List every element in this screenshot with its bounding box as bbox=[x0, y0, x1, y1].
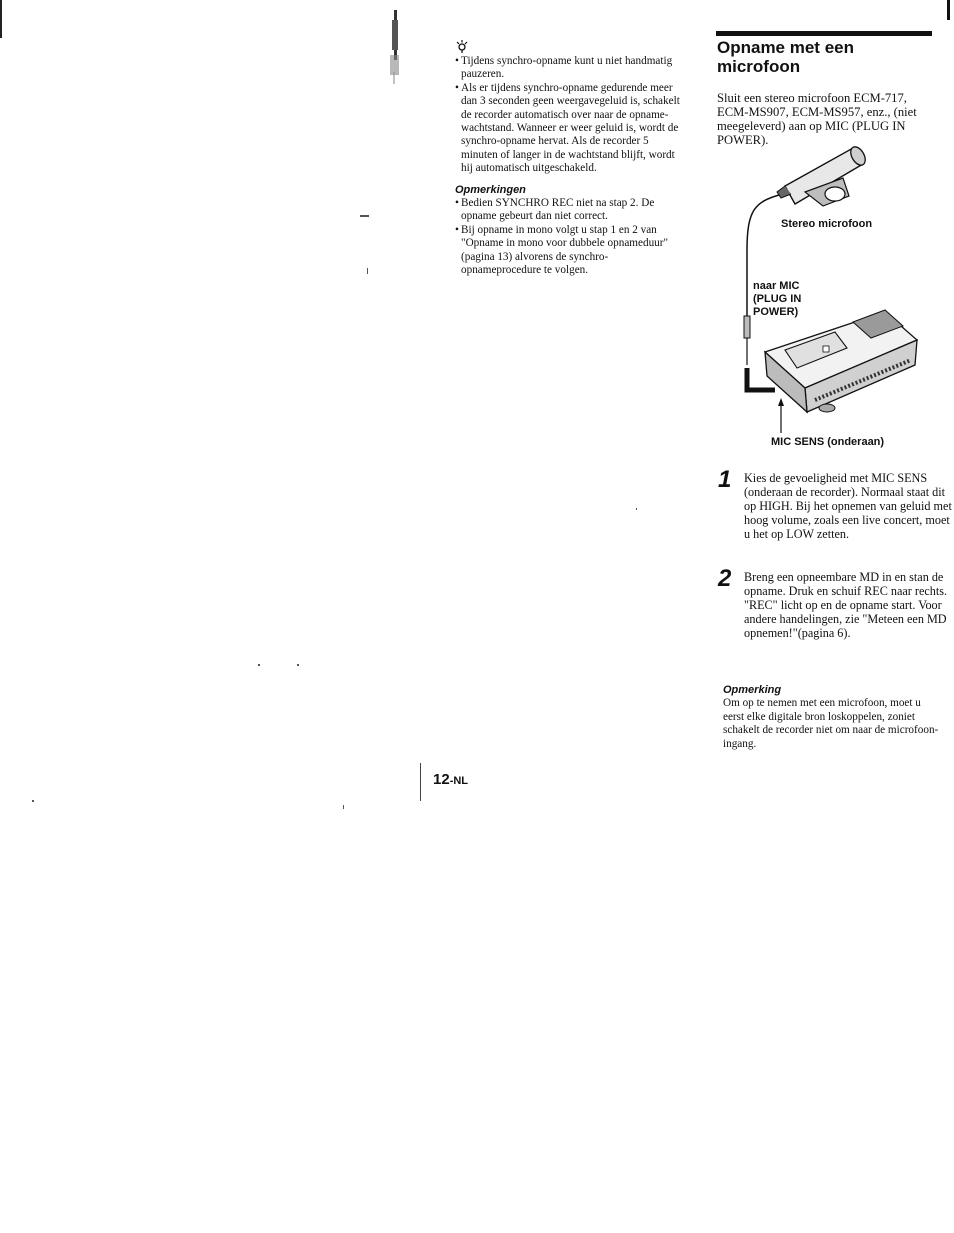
scan-speck bbox=[32, 800, 34, 802]
page-number bbox=[433, 771, 468, 788]
page-number-rule bbox=[420, 763, 421, 801]
notes-heading: Opmerkingen bbox=[455, 183, 526, 196]
scan-speck bbox=[360, 215, 369, 217]
section-intro: Sluit een stereo microfoon ECM-717, ECM-MS907, ECM-MS957, enz., (niet meegeleverd) aan op MIC (PLUG IN POWER). bbox=[717, 91, 917, 147]
step-text: Breng een opneembare MD in en stan de opname. Druk en schuif REC naar rechts. "REC" licht op en de opname start. Voor andere handelingen, zie "Meteen een MD opnemen!"(pagina 6). bbox=[744, 570, 948, 640]
page-number-value: 12 bbox=[433, 771, 450, 788]
scan-noise bbox=[386, 10, 402, 85]
label-mic-sens: MIC SENS (onderaan) bbox=[771, 436, 885, 448]
scan-margin-mark bbox=[0, 0, 2, 38]
note-heading: Opmerking bbox=[723, 684, 782, 696]
section-rule bbox=[716, 31, 932, 36]
md-recorder-drawing bbox=[765, 310, 917, 412]
tips-block bbox=[455, 40, 680, 278]
section-title: Opname met een microfoon bbox=[717, 38, 854, 76]
note-item: • Bij opname in mono volgt u stap 1 en 2 van "Opname in mono voor dubbele opnameduur" (pagina 13) alvorens de synchro-opnameprocedure te volgen. bbox=[455, 224, 680, 278]
note-text: Om op te nemen met een microfoon, moet u eerst elke digitale bron loskoppelen, zoniet schakelt de recorder niet om naar de microfoon-ingang. bbox=[723, 697, 939, 750]
scan-speck bbox=[367, 268, 368, 274]
label-stereo-microphone: Stereo microfoon bbox=[781, 218, 873, 230]
page-number-suffix: -NL bbox=[449, 775, 469, 787]
scan-speck bbox=[297, 664, 299, 666]
step-text: Kies de gevoeligheid met MIC SENS (onderaan de recorder). Normaal staat dit op HIGH. Bij het opnemen van geluid met hoog volume, zoals een live concert, moet u het op LOW zetten. bbox=[744, 471, 952, 541]
scan-speck bbox=[258, 664, 260, 666]
tip-item: • Tijdens synchro-opname kunt u niet handmatig pauzeren. bbox=[455, 55, 680, 82]
step-number: 1 bbox=[718, 466, 732, 493]
stereo-microphone-drawing bbox=[777, 144, 868, 206]
page-edge-mark bbox=[947, 0, 950, 20]
scan-speck bbox=[343, 805, 344, 809]
tip-item: • Als er tijdens synchro-opname gedurende meer dan 3 seconden geen weergavegeluid is, schakelt de recorder automatisch over naar de opname-wachtstand. Wanneer er weer geluid is, wordt de synchro-opname hervat. Als de recorder 5 minuten of langer in de wachtstand blijft, wordt hij automatisch uitgeschakeld. bbox=[455, 82, 680, 176]
scan-speck bbox=[636, 508, 637, 510]
label-mic-plug-in-power: naar MIC (PLUG IN POWER) bbox=[753, 280, 802, 318]
step-number: 2 bbox=[718, 565, 732, 592]
note-item: • Bedien SYNCHRO REC niet na stap 2. De opname gebeurt dan niet correct. bbox=[455, 197, 680, 224]
lightbulb-tip-icon bbox=[455, 40, 469, 54]
